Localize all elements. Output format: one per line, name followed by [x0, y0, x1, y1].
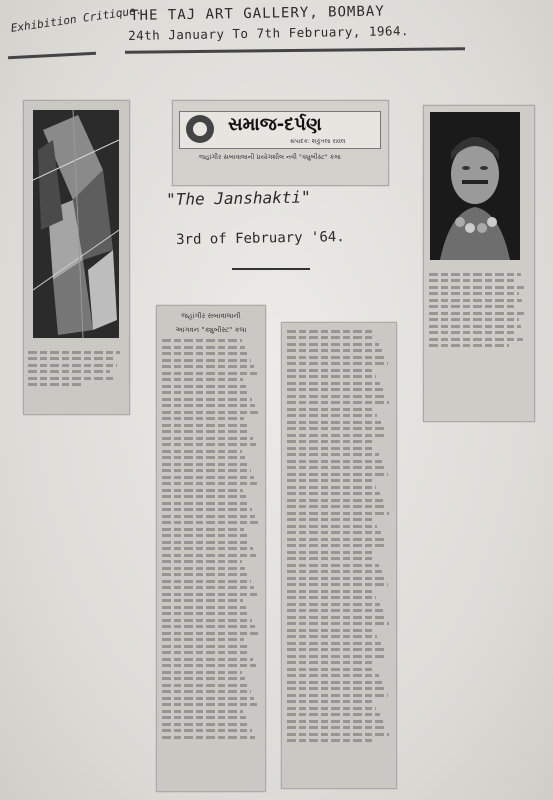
text-line: [162, 658, 253, 661]
text-line: [162, 534, 247, 537]
text-line: [287, 648, 384, 651]
text-line: [162, 385, 246, 388]
text-line: [287, 577, 385, 580]
text-line: [287, 369, 373, 372]
text-line: [287, 330, 372, 333]
text-line: [162, 729, 252, 732]
text-line: [287, 622, 389, 625]
text-line: [287, 447, 375, 450]
text-line: [162, 508, 252, 511]
text-line: [162, 437, 253, 440]
text-line: [287, 531, 381, 534]
text-line: [287, 707, 376, 710]
text-line: [287, 700, 373, 703]
text-line: [287, 473, 388, 476]
text-line: [162, 456, 245, 459]
text-line: [162, 612, 249, 615]
text-line: [287, 388, 383, 391]
text-line: [162, 554, 256, 557]
text-line: [287, 343, 379, 346]
text-line: [162, 606, 246, 609]
text-line: [287, 583, 388, 586]
text-line: [287, 460, 382, 463]
text-line: [287, 733, 389, 736]
text-line: [162, 703, 257, 706]
text-line: [162, 580, 251, 583]
text-line: [162, 339, 242, 342]
text-line: [287, 694, 388, 697]
masthead-subtitle: જહાંગીર સબાવાલાની પ્રયોગશીલ નવી "ક્યુબીસ્ટ" કલા: [199, 153, 341, 161]
text-line: [287, 570, 382, 573]
text-line: [162, 398, 252, 401]
text-line: [162, 664, 256, 667]
text-line: [162, 417, 244, 420]
article-body-text-2: [287, 330, 391, 743]
text-line: [162, 346, 245, 349]
text-line: [287, 661, 372, 664]
text-line: [162, 476, 254, 479]
text-line: [162, 632, 258, 635]
text-line: [287, 596, 376, 599]
text-line: [162, 424, 247, 427]
text-line: [162, 671, 242, 674]
text-line: [287, 349, 382, 352]
text-line: [287, 395, 386, 398]
text-line: [162, 651, 250, 654]
text-line: [162, 710, 243, 713]
text-line: [287, 466, 385, 469]
article-column-2: [281, 322, 397, 789]
text-line: [287, 453, 379, 456]
text-line: [162, 547, 253, 550]
text-line: [287, 739, 374, 742]
text-line: [162, 528, 244, 531]
text-line: [287, 336, 375, 339]
text-line: [287, 505, 386, 508]
text-line: [162, 463, 248, 466]
text-line: [287, 726, 386, 729]
text-line: [287, 681, 382, 684]
sun-emblem-icon: [186, 115, 214, 143]
text-line: [287, 642, 381, 645]
text-line: [162, 573, 248, 576]
text-line: [162, 515, 255, 518]
text-line: [162, 495, 246, 498]
text-line: [287, 525, 377, 528]
publication-date-annotation: 3rd of February '64.: [176, 229, 345, 248]
text-line: [162, 645, 247, 648]
text-line: [287, 687, 385, 690]
text-line: [162, 619, 252, 622]
critique-underline: [8, 52, 96, 60]
artist-portrait-clipping: [423, 105, 535, 422]
text-line: [162, 593, 257, 596]
date-underline: [232, 268, 310, 270]
text-line: [287, 414, 377, 417]
text-line: [162, 372, 257, 375]
text-line: [162, 599, 243, 602]
article-body-text-1: [162, 339, 260, 739]
painting-icon: [33, 110, 119, 338]
article-column-1: [156, 305, 266, 792]
editor-line: સંપાદક: શકુંતલા રાવલ: [290, 138, 346, 145]
portrait-icon: [430, 112, 520, 260]
publication-annotation: "The Janshakti": [166, 187, 311, 209]
text-line: [287, 499, 383, 502]
text-line: [287, 512, 389, 515]
painting-clipping: [23, 100, 130, 415]
text-line: [287, 382, 380, 385]
text-line: [287, 479, 373, 482]
artist-portrait-image: [430, 112, 520, 260]
text-line: [162, 567, 245, 570]
text-line: [287, 544, 387, 547]
text-line: [287, 375, 376, 378]
text-line: [162, 411, 258, 414]
text-line: [162, 560, 242, 563]
text-line: [287, 408, 374, 411]
text-line: [162, 586, 254, 589]
text-line: [162, 502, 249, 505]
portrait-caption-text: [424, 266, 534, 354]
text-line: [287, 616, 386, 619]
newspaper-masthead: [172, 100, 389, 186]
text-line: [287, 564, 379, 567]
text-line: [287, 486, 376, 489]
text-line: [162, 521, 258, 524]
text-line: [162, 450, 242, 453]
painting-caption: [28, 347, 125, 390]
text-line: [162, 359, 251, 362]
text-line: [287, 635, 377, 638]
text-line: [287, 492, 380, 495]
text-line: [287, 674, 379, 677]
text-line: [287, 362, 388, 365]
text-line: [287, 557, 375, 560]
text-line: [162, 391, 249, 394]
text-line: [162, 638, 244, 641]
text-line: [162, 443, 256, 446]
text-line: [162, 723, 249, 726]
text-line: [162, 469, 251, 472]
text-line: [287, 713, 380, 716]
text-line: [287, 434, 387, 437]
text-line: [162, 489, 243, 492]
critique-label: Exhibition Critique.: [10, 3, 143, 35]
text-line: [162, 430, 250, 433]
text-line: [287, 538, 384, 541]
text-line: [287, 518, 374, 521]
text-line: [162, 697, 254, 700]
text-line: [287, 609, 383, 612]
text-line: [162, 352, 248, 355]
text-line: [287, 655, 387, 658]
text-line: [287, 590, 373, 593]
text-line: [162, 690, 251, 693]
text-line: [287, 440, 372, 443]
text-line: [287, 421, 381, 424]
newspaper-name: સમાજ-દર્પણ: [228, 114, 322, 135]
text-line: [162, 625, 255, 628]
text-line: [162, 365, 254, 368]
gallery-title: THE TAJ ART GALLERY, BOMBAY: [130, 3, 385, 24]
article-headline-line1: જહાંગીર સબાવાલાની: [181, 312, 241, 320]
text-line: [162, 404, 255, 407]
text-line: [162, 684, 248, 687]
text-line: [287, 551, 372, 554]
text-line: [287, 629, 374, 632]
gallery-dates: 24th January To 7th February, 1964.: [128, 23, 410, 43]
text-line: [162, 677, 245, 680]
masthead-logo: [179, 111, 381, 149]
text-line: [287, 401, 389, 404]
text-line: [287, 427, 384, 430]
text-line: [162, 378, 243, 381]
text-line: [287, 668, 375, 671]
text-line: [162, 541, 250, 544]
text-line: [162, 482, 257, 485]
cubist-painting-image: [33, 110, 119, 338]
text-line: [287, 603, 380, 606]
article-headline-line2: આગવન "ક્યુબીસ્ટ" કલા: [175, 326, 247, 334]
text-line: [162, 716, 246, 719]
text-line: [162, 736, 255, 739]
text-line: [287, 356, 385, 359]
text-line: [287, 720, 383, 723]
title-underline: [125, 47, 465, 54]
